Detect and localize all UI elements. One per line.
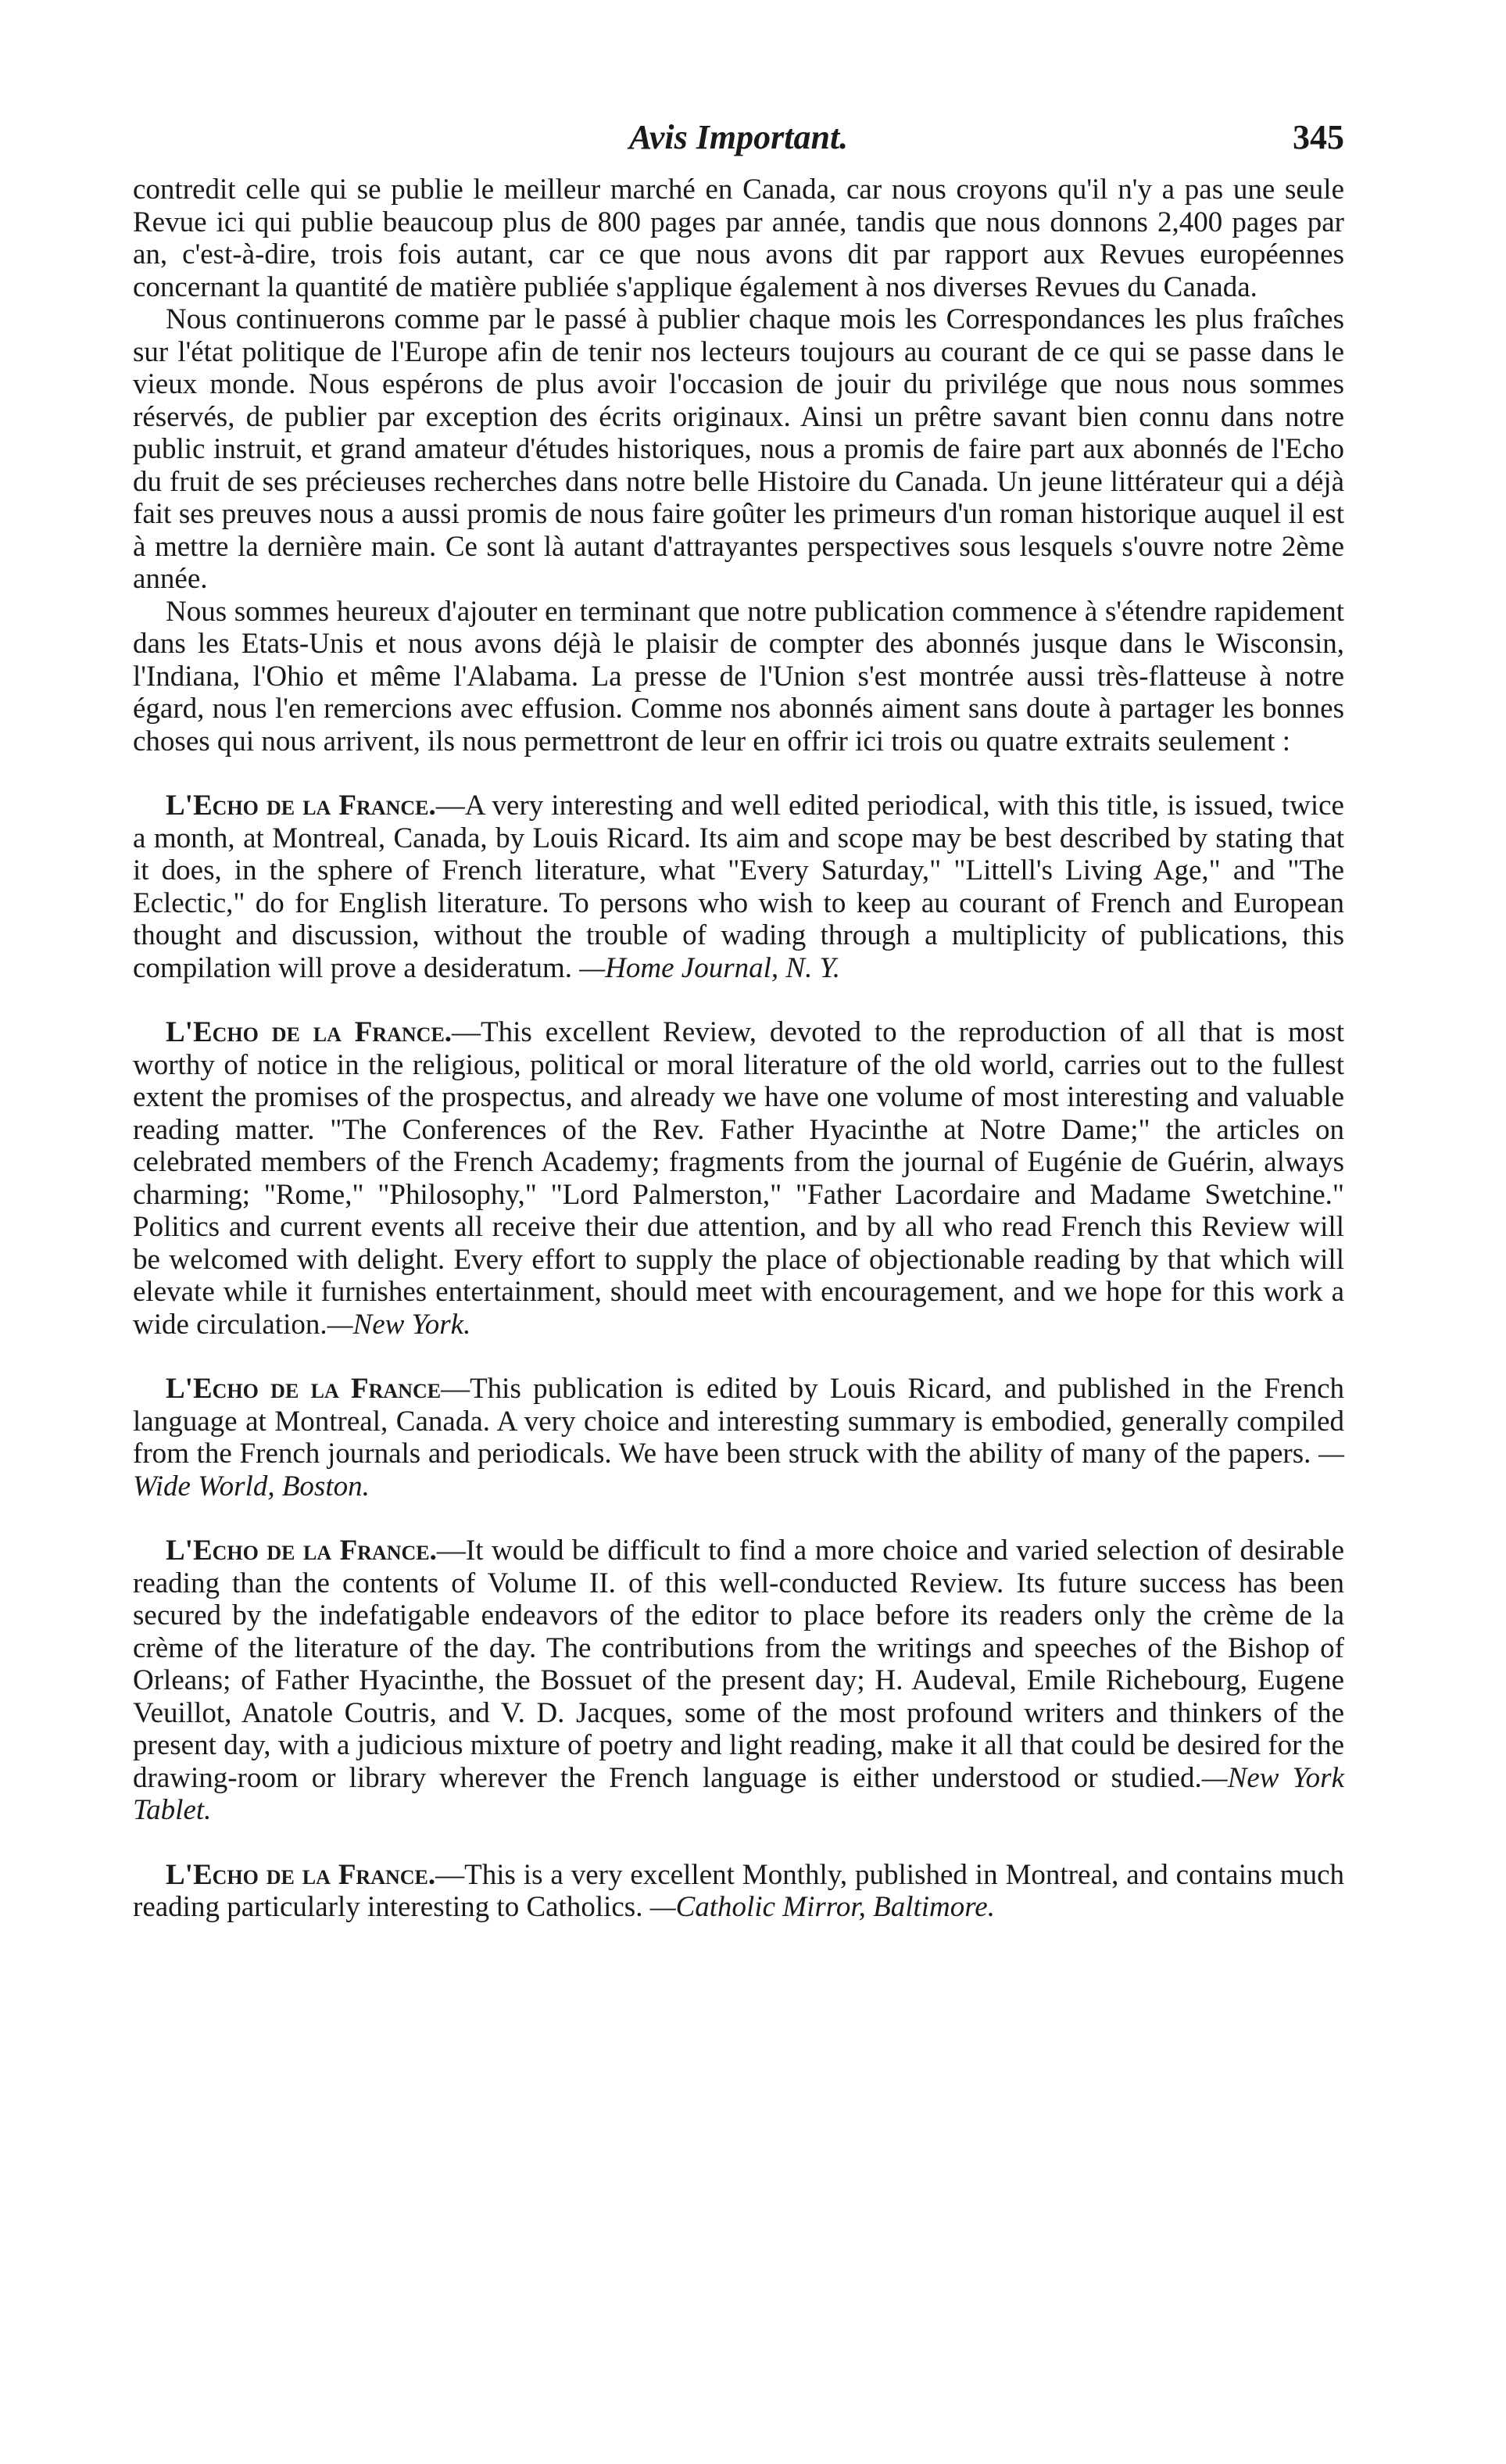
review-text: —This publication is edited by Louis Ricard, and published in the French language at Montreal, Canada. A very choice and interesting summary is embodied, generally compiled from the French journals and periodicals. We have been struck with the ability of many of the papers.	[133, 1373, 1344, 1470]
review-quote	[133, 790, 1344, 984]
running-head	[133, 117, 1344, 164]
review-text: —A very interesting and well edited periodical, with this title, is issued, twice a month, at Montreal, Canada, by Louis Ricard. Its aim and scope may be best described by stating that it does, in the sphere of French literature, what "Every Saturday," "Littell's Living Age," and "The Eclectic," do for English literature. To persons who wish to keep au courant of French and European thought and discussion, without the trouble of wading through a multiplicity of publications, this compilation will prove a desideratum.	[133, 790, 1344, 984]
review-text: —This excellent Review, devoted to the reproduction of all that is most worthy of notice in the religious, political or moral literature of the old world, carries out to the fullest extent the promises of the prospectus, and already we have one volume of most interesting and valuable reading matter. "The Conferences of the Rev. Father Hyacinthe at Notre Dame;" the articles on celebrated members of the French Academy; fragments from the journal of Eugénie de Guérin, always charming; "Rome," "Philosophy," "Lord Palmerston," "Father Lacordaire and Madame Swetchine." Politics and current events all receive their due attention, and by all who read French this Review will be welcomed with delight. Every effort to supply the place of objectionable reading by that which will elevate while it furnishes entertainment, should meet with encouragement, and we hope for this work a wide circulation.	[133, 1016, 1344, 1341]
paragraph: contredit celle qui se publie le meilleur marché en Canada, car nous croyons qu'il n'y a pas une seule Revue ici qui publie beaucoup plus de 800 pages par année, tandis que nous donnons 2,400 pages par an, c'est-à-dire, trois fois autant, car ce que nous avons dit par rapport aux Revues européennes concernant la quantité de matière publiée s'applique également à nos diverses Revues du Canada.	[133, 174, 1344, 303]
review-source: —New York Tablet.	[133, 1761, 1345, 1826]
review-source: —Wide World, Boston.	[133, 1438, 1345, 1502]
page-number: 345	[1293, 118, 1344, 156]
body-text	[133, 174, 1344, 1924]
page	[133, 117, 1344, 1924]
review-quote	[133, 1016, 1344, 1341]
review-source: —Home Journal, N. Y.	[579, 951, 841, 984]
review-quote	[133, 1535, 1344, 1827]
review-source: —Catholic Mirror, Baltimore.	[649, 1891, 995, 1923]
review-publication-name: L'Echo de la France.	[166, 1535, 437, 1567]
running-title: Avis Important.	[628, 118, 849, 156]
review-quote	[133, 1373, 1344, 1502]
review-source: —New York.	[327, 1308, 471, 1341]
paragraph: Nous sommes heureux d'ajouter en terminant que notre publication commence à s'étendre rapidement dans les Etats-Unis et nous avons déjà le plaisir de compter des abonnés jusque dans le Wisconsin, l'Indiana, l'Ohio et même l'Alabama. La presse de l'Union s'est montrée aussi très-flatteuse à notre égard, nous l'en remercions avec effusion. Comme nos abonnés aiment sans doute à partager les bonnes choses qui nous arrivent, ils nous permettront de leur en offrir ici trois ou quatre extraits seulement :	[133, 595, 1344, 757]
paragraph: Nous continuerons comme par le passé à publier chaque mois les Correspondances les plus fraîches sur l'état politique de l'Europe afin de tenir nos lecteurs toujours au courant de ce qui se passe dans le vieux monde. Nous espérons de plus avoir l'occasion de jouir du privilége que nous nous sommes réservés, de publier par exception des écrits originaux. Ainsi un prêtre savant bien connu dans notre public instruit, et grand amateur d'études historiques, nous a promis de faire part aux abonnés de l'Echo du fruit de ses précieuses recherches dans notre belle Histoire du Canada. Un jeune littérateur qui a déjà fait ses preuves nous a aussi promis de nous faire goûter les primeurs d'un roman historique auquel il est à mettre la dernière main. Ce sont là autant d'attrayantes perspectives sous lesquels s'ouvre notre 2ème année.	[133, 303, 1344, 595]
review-publication-name: L'Echo de la France.	[166, 790, 436, 822]
review-publication-name: L'Echo de la France.	[166, 1858, 436, 1891]
review-text: —It would be difficult to find a more choice and varied selection of desirable reading than the contents of Volume II. of this well-conducted Review. Its future success has been secured by the indefatigable endeavors of the editor to place before its readers only the crème de la crème of the literature of the day. The contributions from the writings and speeches of the Bishop of Orleans; of Father Hyacinthe, the Bossuet of the present day; H. Audeval, Emile Richebourg, Eugene Veuillot, Anatole Coutris, and V. D. Jacques, some of the most profound writers and thinkers of the present day, with a judicious mixture of poetry and light reading, make it all that could be desired for the drawing-room or library wherever the French language is either understood or studied.	[133, 1535, 1344, 1794]
review-text: —This is a very excellent Monthly, published in Montreal, and contains much reading particularly interesting to Catholics.	[133, 1858, 1345, 1923]
review-publication-name: L'Echo de la France.	[166, 1016, 453, 1048]
review-quote	[133, 1859, 1344, 1924]
review-publication-name: L'Echo de la France	[166, 1373, 442, 1405]
